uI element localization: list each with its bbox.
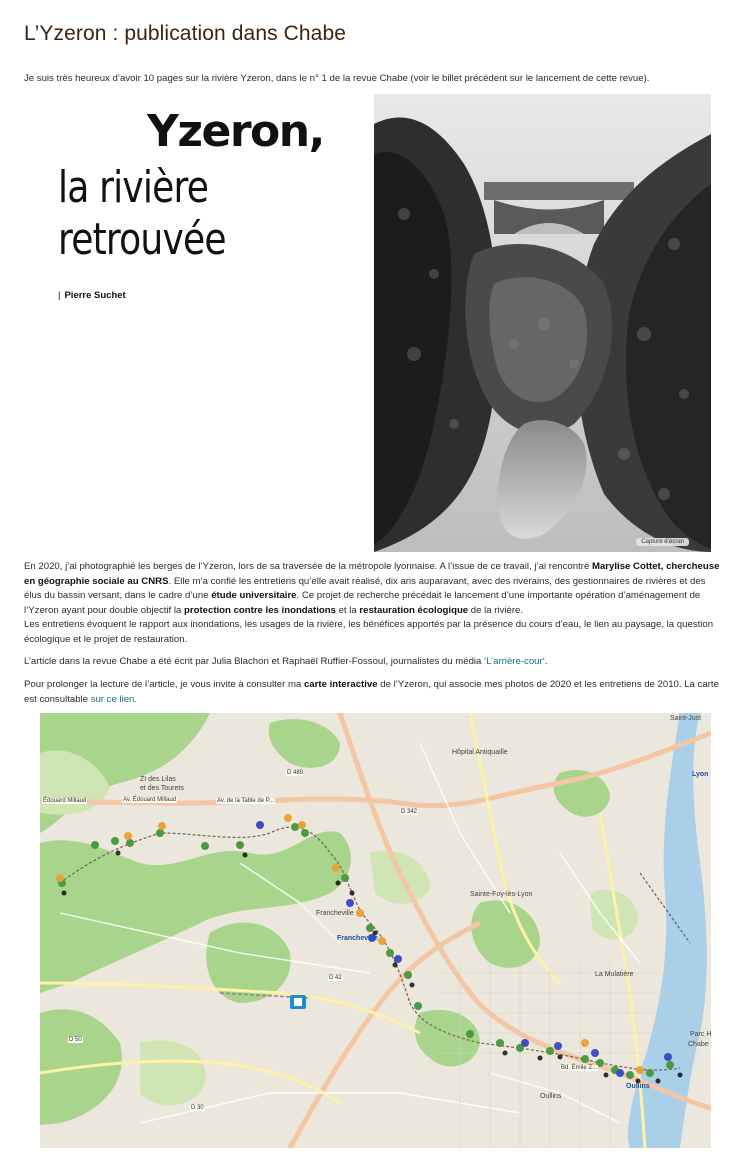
arriere-cour-link[interactable]: L’arrière-cour [486,656,543,667]
map-label-sainte-foy: Sainte-Foy-lès-Lyon [470,891,533,898]
map-label-mulatiere: La Mulatière [595,971,634,978]
map-label-francheville-le-haut: Francheville [316,910,354,917]
map-label-francheville: Francheville [337,935,378,942]
map-intro-paragraph [24,678,724,707]
map-label-hopital: Hôpital Antiquaille [452,749,508,756]
post-title: L’Yzeron : publication dans Chabe [24,22,347,45]
magazine-title-line-1: Yzeron, [147,106,324,157]
map-intro-text-3: . [134,693,138,705]
credit-text: L’article dans la revue Chabe a été écrit par Julia Blachon et Raphaël Ruffier-Fossoul, journalistes du média ‘ [24,656,487,667]
map-label-chabe: Chabe [688,1041,709,1048]
magazine-author: | Pierre Suchet [58,290,126,301]
credit-paragraph [24,655,724,670]
body-text-1: En 2020, j’ai photographié les berges de l’Yzeron, lors de sa traversée de la métropole lyonnaise. A l’issue de ce travail, j’ai rencontré [24,561,592,572]
body-text-4: et la [335,604,360,616]
map-label-d42: D 42 [329,975,342,981]
map-label-zi: ZI des Lilas [140,776,176,783]
map-intro-text-1: Pour prolonger la lecture de l’article, je vous invite à consulter ma [24,679,304,690]
body-text-3: . Ce projet de recherche précédait le lancement d’une importante opération d’aménagement de l’Yzeron ayant pour double objectif la [24,590,701,616]
body-text-5: de la rivière. [468,604,524,616]
body-paragraph [24,560,724,648]
map-label-d489: D 489 [287,770,304,776]
map-label-tourets: et des Tourets [140,785,184,792]
body-strong-researcher: Marylise Cottet, chercheuse en géographie sociale au CNRS [24,561,720,587]
body-text-2: . Elle m’a confié les entretiens qu’elle avait réalisé, dix ans auparavant, avec des riverains, des gestionnaires de rivières et des élus du bassin versant, dans le cadre d’une [24,575,706,602]
map-label-parc: Parc H [690,1031,711,1038]
map-label-oullins: Oullins [540,1093,562,1100]
map-label-d342: D 342 [401,809,418,815]
magazine-title-line-3-text: retrouvée [58,214,226,265]
river-photo [374,94,711,552]
map-label-av-edouard: Av. Édouard Millaud [123,797,177,803]
intro-paragraph: Je suis très heureux d’avoir 10 pages sur la rivière Yzeron, dans le n° 1 de la revue Chabe (voir le billet précédent sur le lancement de cette revue). [24,73,650,84]
map-label-edouard: Édouard Millaud [43,798,87,804]
map-label-d50: D 50 [69,1037,82,1043]
map-label-d30: D 30 [191,1105,204,1111]
map-intro-strong: carte interactive [303,679,378,690]
magazine-title-line-2-text: la rivière [58,162,209,213]
capture-badge: Capture d’écran [636,538,689,546]
body-strong-study: étude universitaire [211,590,297,602]
magazine-title-line-2 [58,162,226,266]
map-label-table: Av. de la Table de P... [217,798,274,804]
map-label-emile: Bd. Émile Z... [561,1065,598,1071]
magazine-title-page [40,94,374,552]
map-label-lyon: Lyon [692,771,709,778]
map-label-saint-just: Saint-Just [670,715,702,722]
magazine-spread-image [40,94,711,552]
body-text-6: Les entretiens évoquent le rapport aux inondations, les usages de la rivière, les bénéfices apportés par la présence du cours d’eau, le lien au paysage, la question écologique et le projet de restauration. [24,619,714,645]
credit-text-end: ‘. [542,656,548,667]
map-link[interactable]: sur ce lien [90,693,135,705]
map-intro-text-2: de l’Yzeron, qui associe mes photos de 2020 et les entretiens de 2010. La carte est consultable [24,679,719,705]
map-label-oullins-station: Oullins [626,1083,650,1090]
interactive-map-image[interactable] [40,713,711,1148]
body-strong-restoration: restauration écologique [359,604,469,616]
body-strong-protection: protection contre les inondations [184,604,336,616]
